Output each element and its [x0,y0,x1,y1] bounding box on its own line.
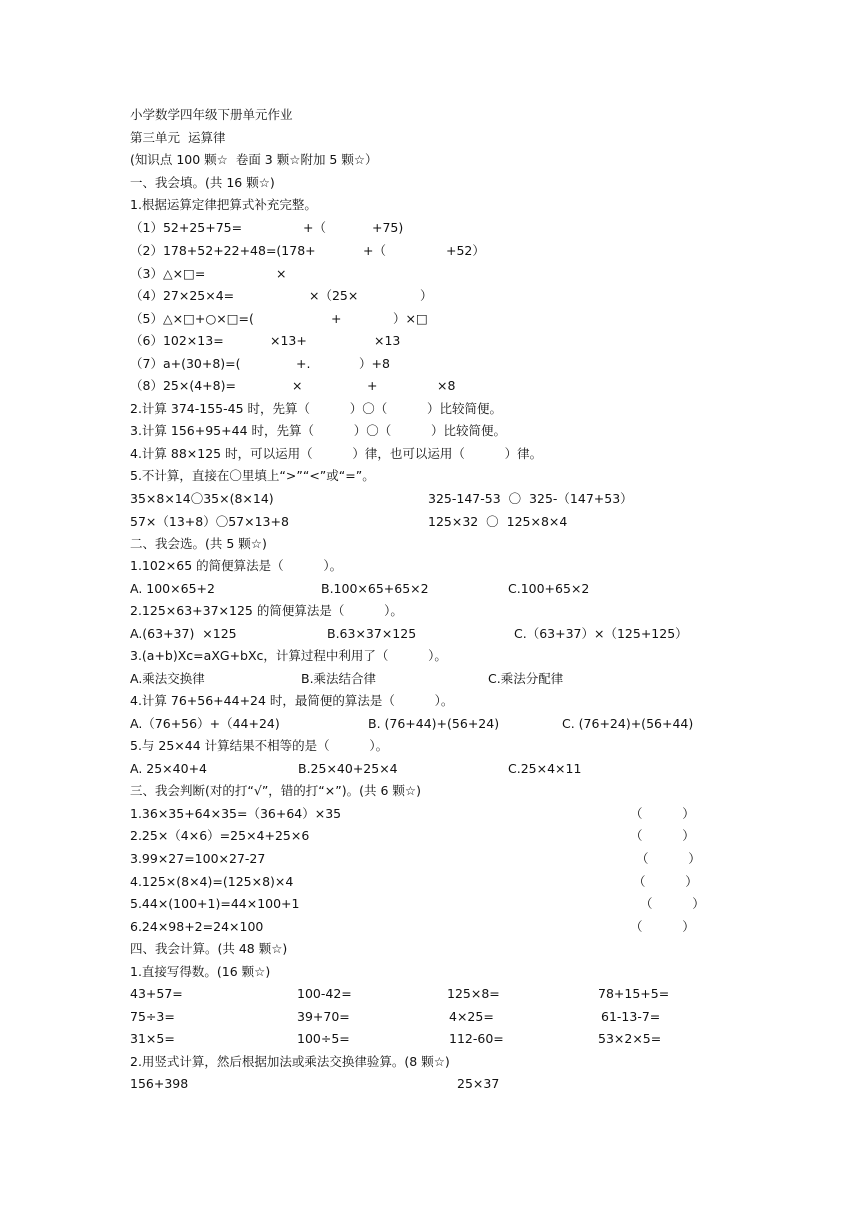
choice-4-option-a: A.（76+56）+（44+24) [130,716,280,731]
calc-2-1: 75÷3= [130,1009,175,1024]
section1-heading: 一、我会填。(共 16 颗☆) [130,175,275,190]
vertical-calc-1: 156+398 [130,1076,189,1091]
choice-question-4: 4.计算 76+56+44+24 时，最简便的算法是（ ）。 [130,693,454,708]
judge-bracket-4: （ ） [633,874,698,889]
choice-2-option-b: B.63×37×125 [327,626,417,641]
question-1-5: 5.不计算，直接在〇里填上“>”“<”或“=”。 [130,468,375,483]
choice-question-2: 2.125×63+37×125 的简便算法是（ ）。 [130,603,403,618]
judge-item-2: 2.25×（4×6）=25×4+25×6 [130,828,310,843]
choice-3-option-b: B.乘法结合律 [301,671,377,686]
section2-heading: 二、我会选。(共 5 颗☆) [130,536,267,551]
calc-1-1: 43+57= [130,986,183,1001]
question-4-1: 1.直接写得数。(16 颗☆) [130,964,271,979]
unit-title: 第三单元 运算律 [130,130,226,145]
choice-question-1: 1.102×65 的简便算法是（ ）。 [130,558,343,573]
compare-1-right: 325-147-53 〇 325-（147+53） [428,491,633,506]
compare-2-left: 57×（13+8）〇57×13+8 [130,514,289,529]
question-1-4: 4.计算 88×125 时，可以运用（ ）律，也可以运用（ ）律。 [130,446,543,461]
question-1-3: 3.计算 156+95+44 时，先算（ ）〇（ ）比较简便。 [130,423,506,438]
choice-4-option-b: B. (76+44)+(56+24) [368,716,500,731]
calc-3-4: 53×2×5= [598,1031,662,1046]
question-1-2: 2.计算 374-155-45 时，先算（ ）〇（ ）比较简便。 [130,401,502,416]
choice-2-option-c: C.（63+37）×（125+125） [514,626,688,641]
choice-5-option-a: A. 25×40+4 [130,761,207,776]
calc-3-3: 112-60= [449,1031,504,1046]
section4-heading: 四、我会计算。(共 48 颗☆) [130,941,288,956]
doc-title: 小学数学四年级下册单元作业 [130,107,293,122]
judge-item-4: 4.125×(8×4)=(125×8)×4 [130,874,294,889]
judge-bracket-5: （ ） [640,896,705,911]
judge-bracket-2: （ ） [630,828,695,843]
calc-1-3: 125×8= [447,986,500,1001]
choice-1-option-b: B.100×65+65×2 [321,581,429,596]
question-1-1: 1.根据运算定律把算式补充完整。 [130,197,317,212]
choice-1-option-c: C.100+65×2 [508,581,590,596]
calc-1-4: 78+15+5= [598,986,670,1001]
vertical-calc-2: 25×37 [457,1076,500,1091]
choice-2-option-a: A.(63+37) ×125 [130,626,237,641]
choice-5-option-b: B.25×40+25×4 [298,761,398,776]
calc-2-4: 61-13-7= [601,1009,661,1024]
judge-item-6: 6.24×98+2=24×100 [130,919,264,934]
judge-bracket-3: （ ） [636,851,701,866]
judge-item-3: 3.99×27=100×27-27 [130,851,266,866]
judge-item-1: 1.36×35+64×35=（36+64）×35 [130,806,342,821]
calc-3-2: 100÷5= [297,1031,350,1046]
judge-bracket-6: （ ） [630,919,695,934]
calc-2-3: 4×25= [449,1009,494,1024]
choice-question-3: 3.(a+b)Xc=aXG+bXc，计算过程中利用了（ ）。 [130,648,447,663]
compare-2-right: 125×32 〇 125×8×4 [428,514,568,529]
choice-1-option-a: A. 100×65+2 [130,581,215,596]
calc-3-1: 31×5= [130,1031,175,1046]
choice-5-option-c: C.25×4×11 [508,761,582,776]
choice-3-option-a: A.乘法交换律 [130,671,205,686]
calc-1-2: 100-42= [297,986,352,1001]
section3-heading: 三、我会判断(对的打“√”，错的打“×”)。(共 6 颗☆) [130,783,421,798]
calc-2-2: 39+70= [297,1009,350,1024]
star-summary: (知识点 100 颗☆ 卷面 3 颗☆附加 5 颗☆） [130,152,378,167]
judge-bracket-1: （ ） [630,806,695,821]
question-4-2: 2.用竖式计算，然后根据加法或乘法交换律验算。(8 颗☆) [130,1054,450,1069]
choice-question-5: 5.与 25×44 计算结果不相等的是（ ）。 [130,738,389,753]
compare-1-left: 35×8×14〇35×(8×14) [130,491,274,506]
choice-3-option-c: C.乘法分配律 [488,671,564,686]
choice-4-option-c: C. (76+24)+(56+44) [562,716,694,731]
judge-item-5: 5.44×(100+1)=44×100+1 [130,896,300,911]
